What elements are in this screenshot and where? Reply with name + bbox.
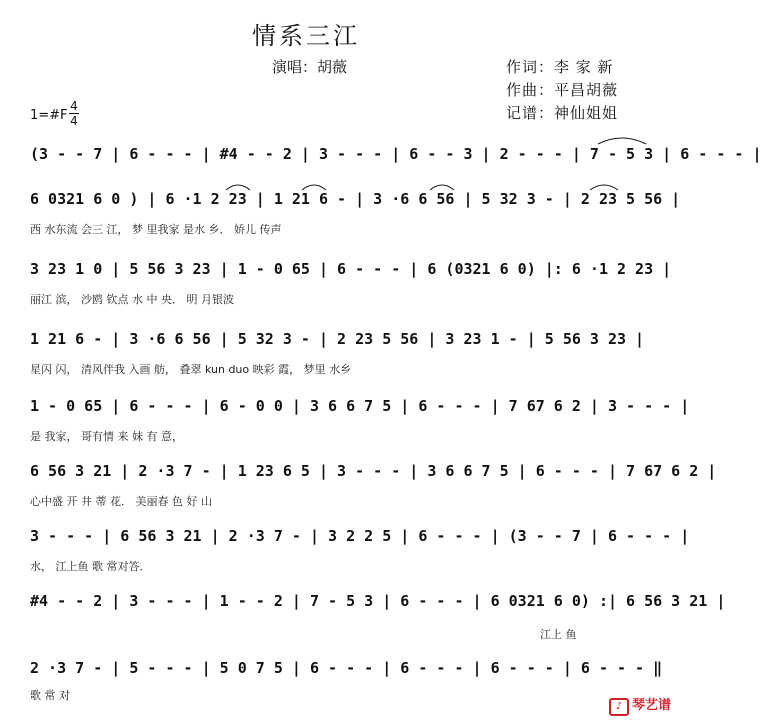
score-line-2-lyrics: 西 水东流 会三 江， 梦 里我家 是水 乡． 娇儿 传声 (30, 223, 282, 236)
singer-credit: 演唱：胡薇 (272, 58, 348, 76)
meter-bottom: 4 (70, 114, 78, 128)
score-line-9-notes: 2 ·3 7 - | 5 - - - | 5 0 7 5 | 6 - - - | 6 - - - | 6 - - - | 6 - - - ‖ (30, 659, 663, 677)
key-signature: 1=#F (30, 108, 68, 123)
slur-arcs-line-2 (30, 178, 650, 192)
score-line-8-notes: #4 - - 2 | 3 - - - | 1 - - 2 | 7 - 5 3 | 6 - - - | 6 0321 6 0) :| 6 56 3 21 | (30, 592, 726, 610)
score-line-9-lyrics: 歌 常 对 (30, 689, 70, 702)
score-line-8-lyrics: 江上 鱼 (540, 628, 577, 641)
score-line-1-notes: (3 - - 7 | 6 - - - | #4 - - 2 | 3 - - - | 6 - - 3 | 2 - - - | 7 - 5 3 | 6 - - - | (30, 145, 762, 163)
score-line-2-notes: 6 0321 6 0 ) | 6 ·1 2 23 | 1 21 6 - | 3 ·6 6 56 | 5 32 3 - | 2 23 5 56 | (30, 190, 681, 208)
score-line-3-notes: 3 23 1 0 | 5 56 3 23 | 1 - 0 65 | 6 - - - | 6 (0321 6 0) |: 6 ·1 2 23 | (30, 260, 672, 278)
score-line-5-notes: 1 - 0 65 | 6 - - - | 6 - 0 0 | 3 6 6 7 5 | 6 - - - | 7 67 6 2 | 3 - - - | (30, 397, 690, 415)
score-line-4-lyrics: 星闪 闪， 清风伴我 入画 舫， 叠翠 kun duo 映彩 霞， 梦里 水乡 (30, 363, 352, 376)
score-line-4-notes: 1 21 6 - | 3 ·6 6 56 | 5 32 3 - | 2 23 5 56 | 3 23 1 - | 5 56 3 23 | (30, 330, 645, 348)
song-title: 情系三江 (252, 22, 360, 50)
site-watermark (609, 694, 671, 716)
composer-credit: 作曲：平昌胡薇 (506, 81, 619, 99)
time-signature (68, 100, 80, 127)
score-line-7-lyrics: 水， 江上鱼 歌 常对答． (30, 560, 151, 573)
score-line-6-lyrics: 心中盛 开 井 蒂 花． 美丽春 色 好 山 (30, 495, 212, 508)
score-line-5-lyrics: 是 我家， 哥有情 来 妹 有 意， (30, 430, 183, 443)
lyricist-credit: 作词：李 家 新 (506, 58, 614, 76)
score-line-6-notes: 6 56 3 21 | 2 ·3 7 - | 1 23 6 5 | 3 - - - | 3 6 6 7 5 | 6 - - - | 7 67 6 2 | (30, 462, 717, 480)
slur-arcs-line-1 (30, 132, 650, 146)
transcriber-credit: 记谱：神仙姐姐 (506, 104, 619, 122)
meter-top: 4 (70, 99, 78, 113)
score-line-3-lyrics: 丽江 滨， 沙鸥 钦点 水 中 央． 明 月银波 (30, 293, 234, 306)
score-line-7-notes: 3 - - - | 6 56 3 21 | 2 ·3 7 - | 3 2 2 5 | 6 - - - | (3 - - 7 | 6 - - - | (30, 527, 690, 545)
piano-logo-icon: ♪ (609, 698, 629, 716)
watermark-text: 琴艺谱 (631, 698, 671, 713)
